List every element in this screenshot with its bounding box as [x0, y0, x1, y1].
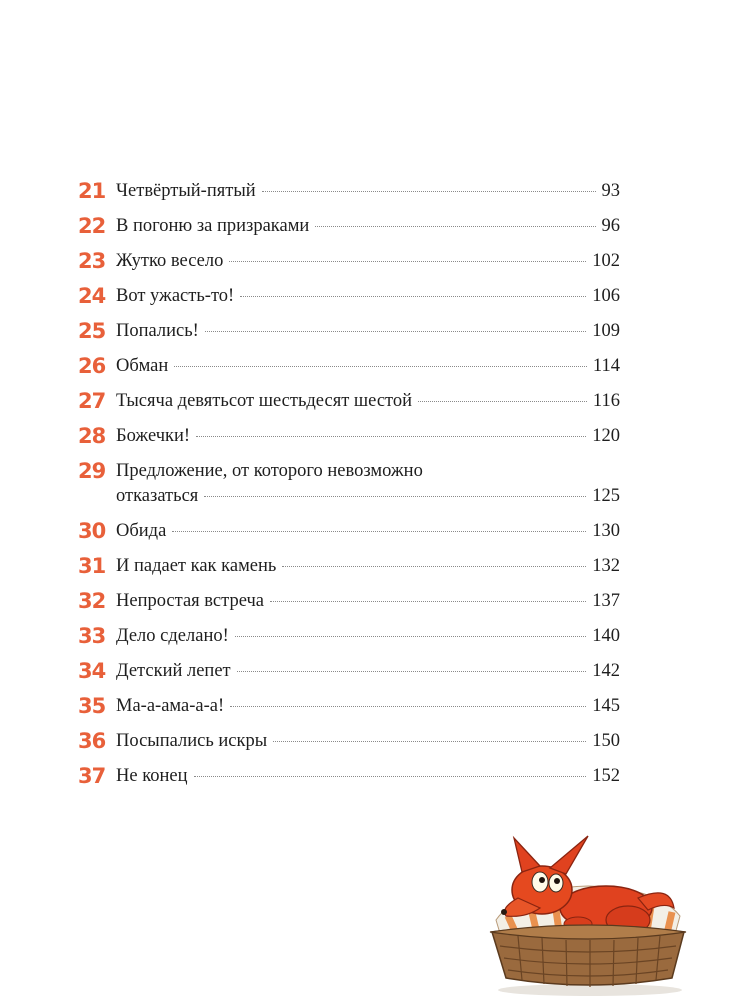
chapter-number: 31 — [78, 554, 106, 578]
table-of-contents — [78, 179, 620, 799]
chapter-number: 37 — [78, 764, 106, 788]
page-number: 109 — [592, 321, 620, 341]
chapter-title: Непростая встреча — [116, 591, 264, 611]
chapter-title: В погоню за призраками — [116, 216, 310, 236]
chapter-number: 22 — [78, 214, 106, 238]
page-number: 106 — [592, 286, 620, 306]
chapter-number: 35 — [78, 694, 106, 718]
chapter-title: Посыпались искры — [116, 731, 268, 751]
dot-leader — [273, 741, 586, 742]
chapter-title: Попались! — [116, 321, 199, 341]
chapter-title: Тысяча девятьсот шестьдесят шестой — [116, 391, 413, 411]
page-number: 102 — [592, 251, 620, 271]
chapter-title: Вот ужасть-то! — [116, 286, 235, 306]
chapter-title: Божечки! — [116, 426, 191, 446]
toc-entry-35[interactable] — [78, 694, 620, 719]
chapter-title: Жутко весело — [116, 251, 224, 271]
toc-entry-34[interactable] — [78, 659, 620, 684]
chapter-title: отказаться — [116, 486, 199, 506]
toc-entry-37[interactable] — [78, 764, 620, 789]
fox-in-basket-illustration — [478, 828, 698, 998]
chapter-number: 33 — [78, 624, 106, 648]
dot-leader — [237, 671, 587, 672]
page-number: 137 — [592, 591, 620, 611]
page-number: 114 — [592, 356, 620, 376]
dot-leader — [240, 296, 586, 297]
page-number: 140 — [592, 626, 620, 646]
chapter-title: Дело сделано! — [116, 626, 229, 646]
dot-leader — [204, 496, 586, 497]
chapter-number: 21 — [78, 179, 106, 203]
page-number: 120 — [592, 426, 620, 446]
page-number: 152 — [592, 766, 620, 786]
page-number: 93 — [601, 181, 620, 201]
page-number: 96 — [601, 216, 620, 236]
dot-leader — [229, 261, 586, 262]
toc-entry-28[interactable] — [78, 424, 620, 449]
dot-leader — [270, 601, 586, 602]
toc-entry-31[interactable] — [78, 554, 620, 579]
dot-leader — [418, 401, 587, 402]
chapter-number: 23 — [78, 249, 106, 273]
chapter-title: Обман — [116, 356, 169, 376]
chapter-number: 26 — [78, 354, 106, 378]
chapter-title: И падает как камень — [116, 556, 277, 576]
toc-entry-21[interactable] — [78, 179, 620, 204]
toc-entry-25[interactable] — [78, 319, 620, 344]
chapter-number: 28 — [78, 424, 106, 448]
page-number: 132 — [592, 556, 620, 576]
toc-entry-29[interactable] — [78, 459, 620, 509]
page-number: 142 — [592, 661, 620, 681]
page-number: 130 — [592, 521, 620, 541]
dot-leader — [262, 191, 596, 192]
toc-entry-23[interactable] — [78, 249, 620, 274]
toc-entry-22[interactable] — [78, 214, 620, 239]
dot-leader — [174, 366, 587, 367]
page-number: 116 — [592, 391, 620, 411]
toc-entry-33[interactable] — [78, 624, 620, 649]
chapter-title: Не конец — [116, 766, 188, 786]
chapter-number: 24 — [78, 284, 106, 308]
chapter-title-line1: Предложение, от которого невозможно — [116, 461, 423, 481]
toc-entry-26[interactable] — [78, 354, 620, 379]
toc-entry-24[interactable] — [78, 284, 620, 309]
chapter-number: 25 — [78, 319, 106, 343]
page-number: 145 — [592, 696, 620, 716]
dot-leader — [235, 636, 586, 637]
chapter-number: 34 — [78, 659, 106, 683]
chapter-number: 30 — [78, 519, 106, 543]
dot-leader — [205, 331, 586, 332]
toc-entry-36[interactable] — [78, 729, 620, 754]
page-number: 125 — [592, 486, 620, 506]
chapter-number: 36 — [78, 729, 106, 753]
dot-leader — [172, 531, 586, 532]
chapter-title: Обида — [116, 521, 167, 541]
chapter-title: Четвёртый-пятый — [116, 181, 256, 201]
dot-leader — [230, 706, 586, 707]
dot-leader — [315, 226, 595, 227]
chapter-number: 27 — [78, 389, 106, 413]
toc-entry-30[interactable] — [78, 519, 620, 544]
toc-entry-32[interactable] — [78, 589, 620, 614]
dot-leader — [282, 566, 586, 567]
chapter-title: Ма-а-ама-а-а! — [116, 696, 225, 716]
chapter-title: Детский лепет — [116, 661, 231, 681]
dot-leader — [196, 436, 586, 437]
chapter-number: 32 — [78, 589, 106, 613]
chapter-number: 29 — [78, 459, 106, 483]
page-number: 150 — [592, 731, 620, 751]
toc-entry-27[interactable] — [78, 389, 620, 414]
dot-leader — [194, 776, 587, 777]
